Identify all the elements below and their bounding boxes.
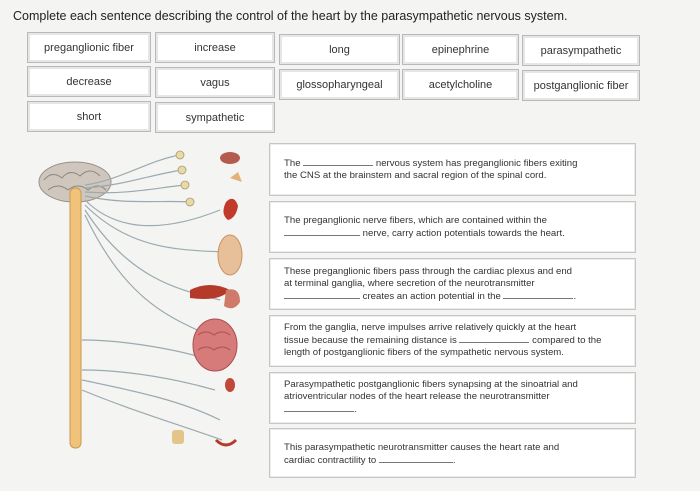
sentence-box-3: These preganglionic fibers pass through the cardiac plexus and end at terminal ganglia, where secretion of the neurotransmitter creates an action potential in the .	[269, 258, 636, 310]
page-title: Complete each sentence describing the control of the heart by the parasympathetic nervous system.	[13, 9, 568, 23]
chip-epinephrine[interactable]: epinephrine	[402, 34, 519, 65]
drop-blank-1[interactable]	[303, 157, 373, 166]
chip-preganglionic-fiber[interactable]: preganglionic fiber	[27, 32, 151, 63]
sentence-box-6: This parasympathetic neurotransmitter causes the heart rate and cardiac contractility to .	[269, 428, 636, 478]
chip-acetylcholine[interactable]: acetylcholine	[402, 69, 519, 100]
chip-glossopharyngeal[interactable]: glossopharyngeal	[279, 69, 400, 100]
sentence-box-5: Parasympathetic postganglionic fibers synapsing at the sinoatrial and atrioventricular nodes of the heart release the neurotransmitter .	[269, 372, 636, 424]
chip-short[interactable]: short	[27, 101, 151, 132]
chip-decrease[interactable]: decrease	[27, 66, 151, 97]
drop-blank-7[interactable]	[379, 454, 453, 463]
drop-blank-6[interactable]	[284, 403, 354, 412]
chip-increase[interactable]: increase	[155, 32, 275, 63]
drop-blank-2[interactable]	[284, 227, 360, 236]
chip-parasympathetic[interactable]: parasympathetic	[522, 35, 640, 66]
parasympathetic-anatomy-illustration	[30, 140, 266, 480]
drop-blank-3[interactable]	[284, 290, 360, 299]
chip-sympathetic[interactable]: sympathetic	[155, 102, 275, 133]
sentence-box-1: The nervous system has preganglionic fibers exiting the CNS at the brainstem and sacral region of the spinal cord.	[269, 143, 636, 196]
chip-vagus[interactable]: vagus	[155, 67, 275, 98]
chip-postganglionic-fiber[interactable]: postganglionic fiber	[522, 70, 640, 101]
drop-blank-4[interactable]	[503, 290, 573, 299]
sentence-box-4: From the ganglia, nerve impulses arrive relatively quickly at the heart tissue because the remaining distance is compared to the length of postganglionic fibers of the sympathetic nervous system.	[269, 315, 636, 367]
drop-blank-5[interactable]	[459, 334, 529, 343]
sentence-box-2: The preganglionic nerve fibers, which are contained within the nerve, carry action potentials towards the heart.	[269, 201, 636, 253]
chip-long[interactable]: long	[279, 34, 400, 65]
